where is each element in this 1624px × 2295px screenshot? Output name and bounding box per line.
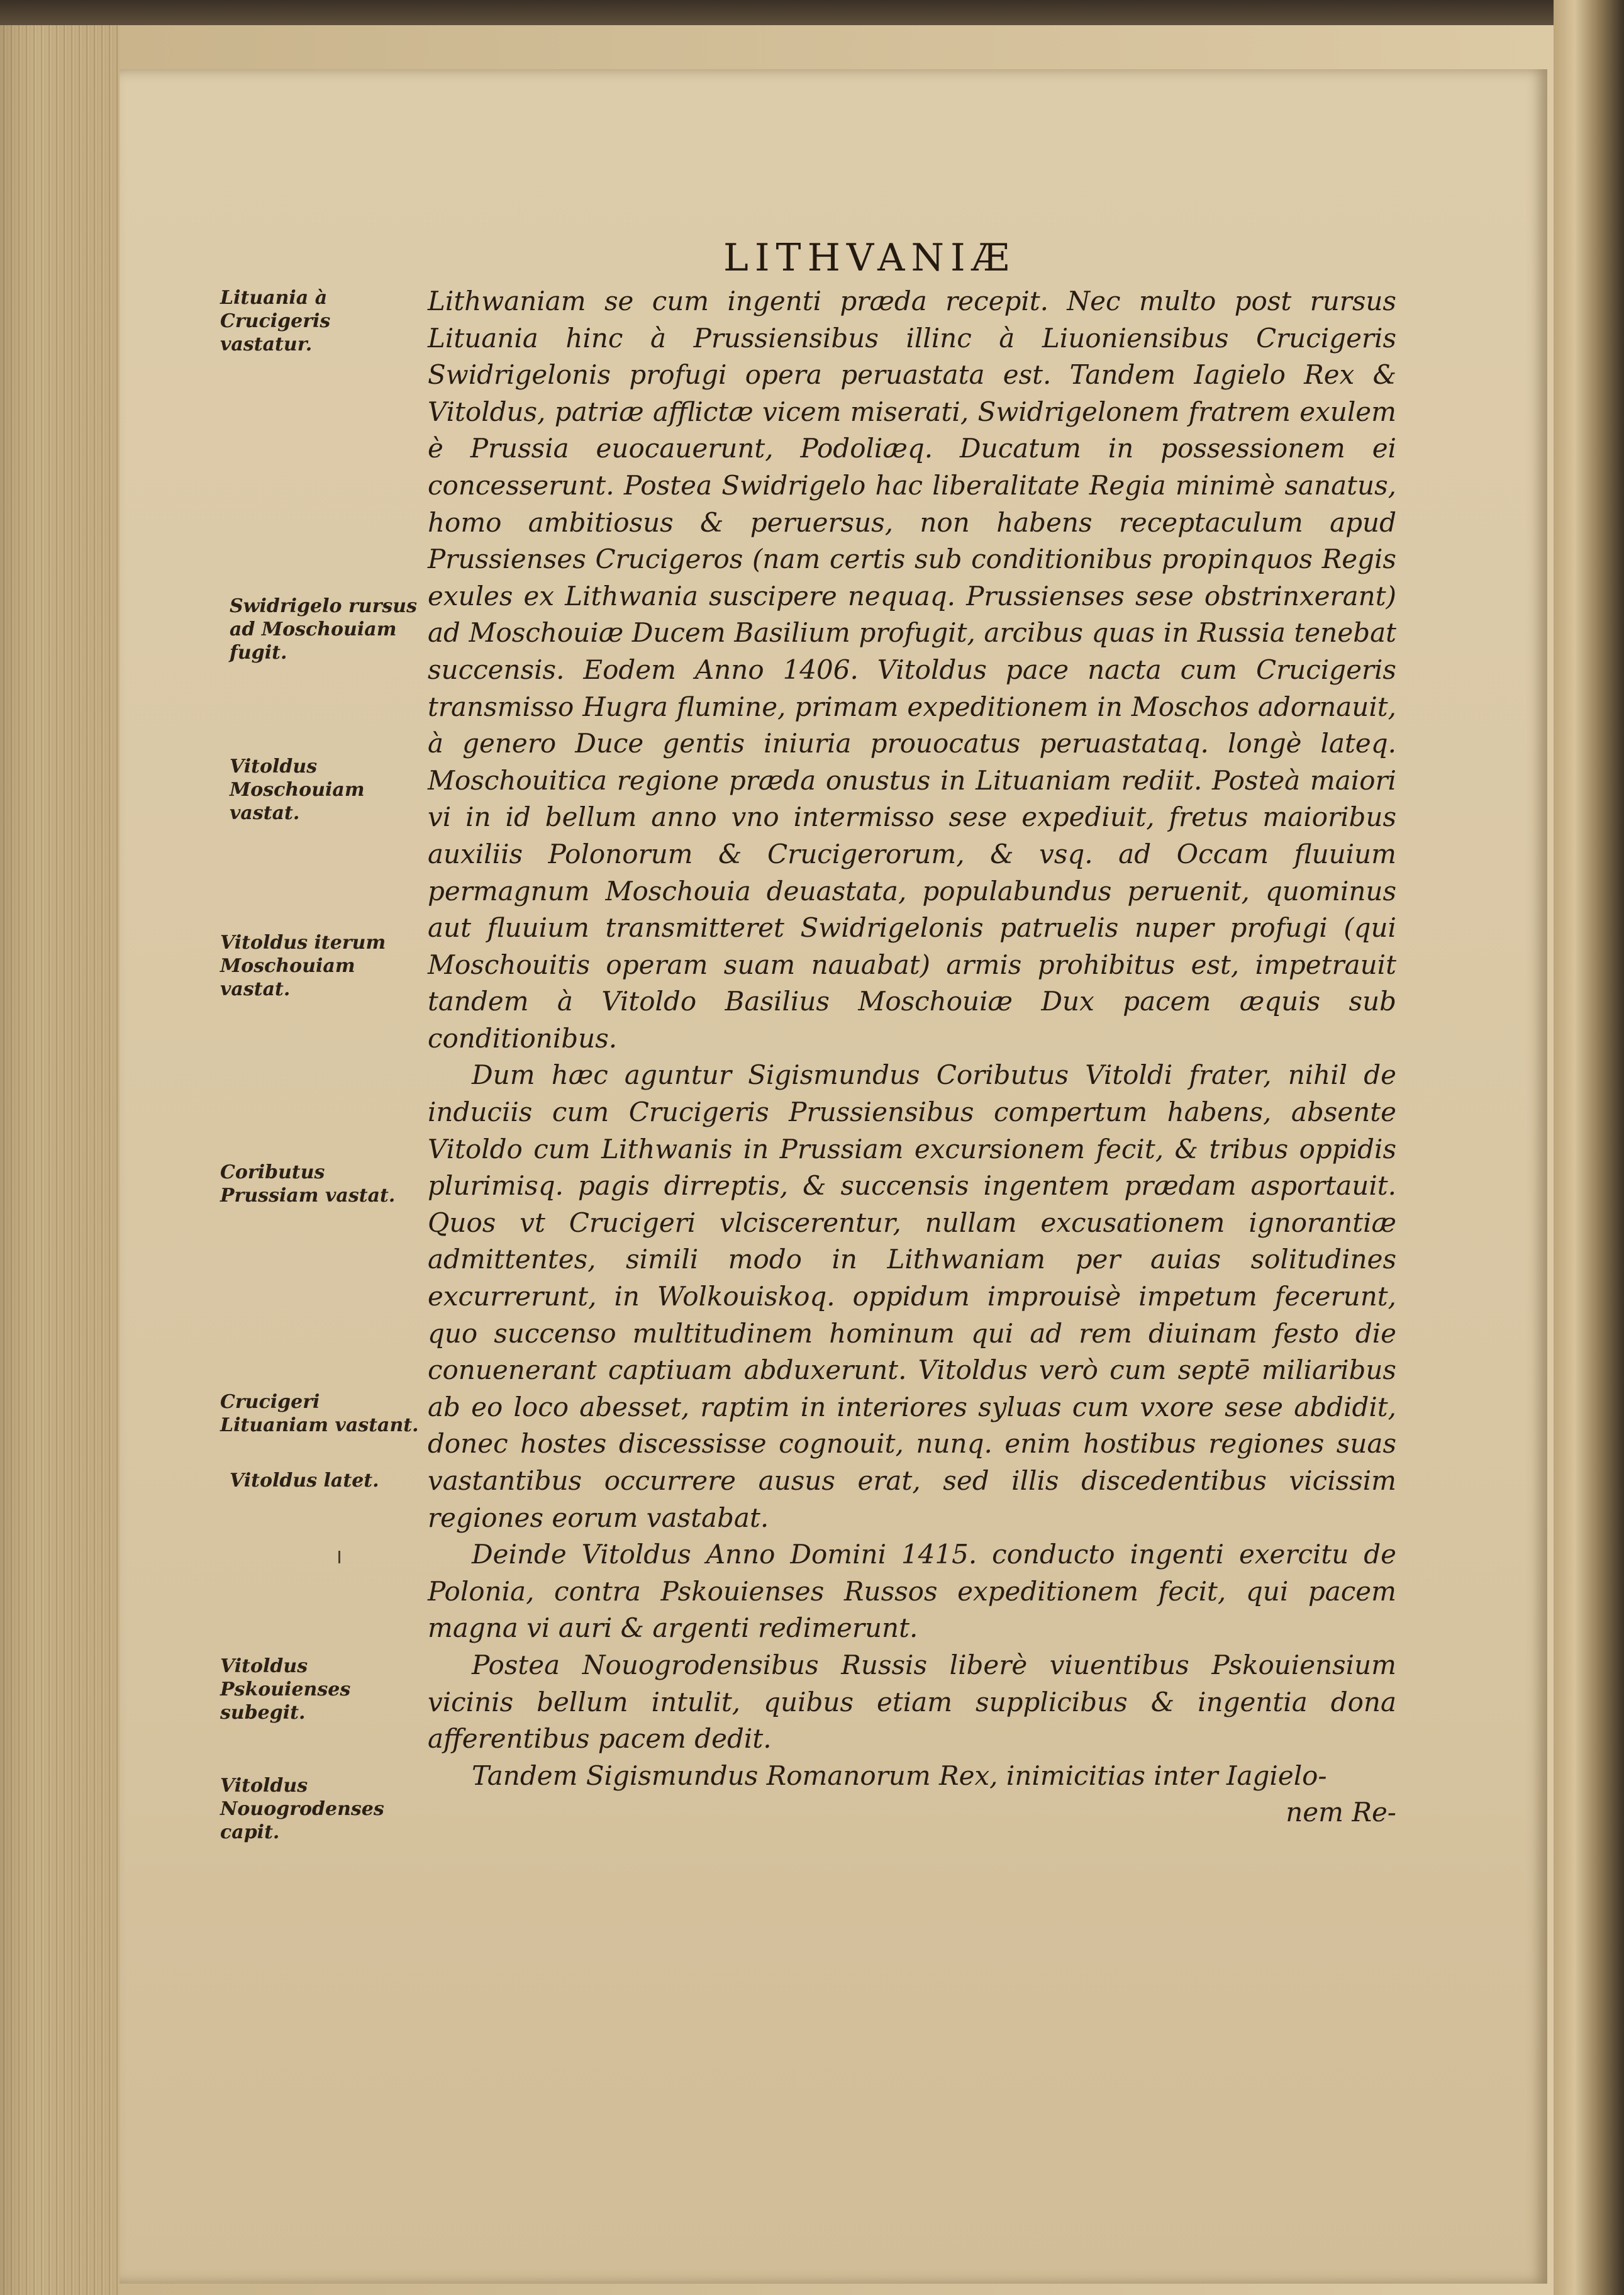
margin-note-vitoldus-latet: Vitoldus latet.	[230, 1470, 379, 1492]
paragraph-1: Lithwaniam se cum ingenti præda recepit. Nec multo post rursus Lituania hinc à Prussiensibus illinc à Liuoniensibus Crucigeris Swidrigelonis profugi opera peruastata est. Tandem Iagielo Rex & Vitoldus, patriæ afflictæ vicem miserati, Swidrigelonem fratrem exulem è Prussia euocauerunt, Podoliæq. Ducatum in possessionem ei concesserunt. Postea Swidrigelo hac liberalitate Regia minimè sanatus, homo ambitiosus & peruersus, non habens receptaculum apud Prussienses Crucigeros (nam certis sub conditionibus propinquos Regis exules ex Lithwania suscipere nequaq. Prussienses sese obstrinxerant) ad Moschouiæ Ducem Basilium profugit, arcibus quas in Russia tenebat succensis. Eodem Anno 1406. Vitoldus pace nacta cum Crucigeris transmisso Hugra flumine, primam expeditionem in Moschos adornauit, à genero Duce gentis iniuria prouocatus peruastataq. longè lateq. Moschouitica regione præda onustus in Lituaniam rediit. Posteà maiori vi in id bellum anno vno intermisso sese expediuit, fretus maioribus auxiliis Polonorum & Crucigerorum, & vsq. ad Occam fluuium permagnum Moschouia deuastata, populabundus peruenit, quominus aut fluuium transmitteret Swidrigelonis patruelis nuper profugi (qui Moschouitis operam suam nauabat) armis prohibitus est, impetrauit tandem à Vitoldo Basilius Moschouiæ Dux pacem æquis sub conditionibus.	[428, 286, 1396, 1054]
running-head: LITHVANIÆ	[723, 236, 1016, 280]
book-right-edge	[1554, 0, 1624, 2295]
margin-note-crucigeri-lituaniam: Crucigeri Lituaniam vastant.	[220, 1391, 419, 1436]
main-text-block	[428, 283, 1396, 1831]
catchword: nem Re-	[1286, 1797, 1396, 1828]
margin-mark	[338, 1551, 340, 1563]
paragraph-5: Tandem Sigismundus Romanorum Rex, inimicitias inter Iagielo-	[472, 1760, 1327, 1791]
margin-note-coributus-prussiam: Coributus Prussiam vastat.	[220, 1161, 396, 1207]
paragraph-4: Postea Nouogrodensibus Russis liberè viuentibus Pskouiensium vicinis bellum intulit, quibus etiam supplicibus & ingentia dona afferentibus pacem dedit.	[428, 1649, 1396, 1755]
paragraph-3: Deinde Vitoldus Anno Domini 1415. conducto ingenti exercitu de Polonia, contra Pskouienses Russos expeditionem fecit, qui pacem magna vi auri & argenti redimerunt.	[428, 1539, 1396, 1644]
paragraph-2: Dum hæc aguntur Sigismundus Coributus Vitoldi frater, nihil de induciis cum Crucigeris Prussiensibus compertum habens, absente Vitoldo cum Lithwanis in Prussiam excursionem fecit, & tribus oppidis plurimisq. pagis dirreptis, & succensis ingentem prædam asportauit. Quos vt Crucigeri vlciscerentur, nullam excusationem ignorantiæ admittentes, simili modo in Lithwaniam per auias solitudines excurrerunt, in Wolkouiskoq. oppidum improuisè impetum fecerunt, quo succenso multitudinem hominum qui ad rem diuinam festo die conuenerant captiuam abduxerunt. Vitoldus verò cum septē miliaribus ab eo loco abesset, raptim in interiores syluas cum vxore sese abdidit, donec hostes discessisse cognouit, nunq. enim hostibus regiones suas vastantibus occurrere ausus erat, sed illis discedentibus vicissim regiones eorum vastabat.	[428, 1059, 1396, 1533]
margin-note-vitoldus-moschouiam-vastat: Vitoldus Moschouiam vastat.	[230, 756, 365, 824]
margin-note-swidrigelo-fugit: Swidrigelo rursus ad Moschouiam fugit.	[230, 595, 417, 664]
margin-note-lituania-vastatur: Lituania à Crucigeris vastatur.	[220, 287, 331, 355]
margin-note-vitoldus-iterum-vastat: Vitoldus iterum Moschouiam vastat.	[220, 932, 386, 1000]
margin-note-vitoldus-pskouienses: Vitoldus Pskouienses subegit.	[220, 1655, 351, 1724]
margin-note-vitoldus-nouogrodenses: Vitoldus Nouogrodenses capit.	[220, 1775, 384, 1843]
